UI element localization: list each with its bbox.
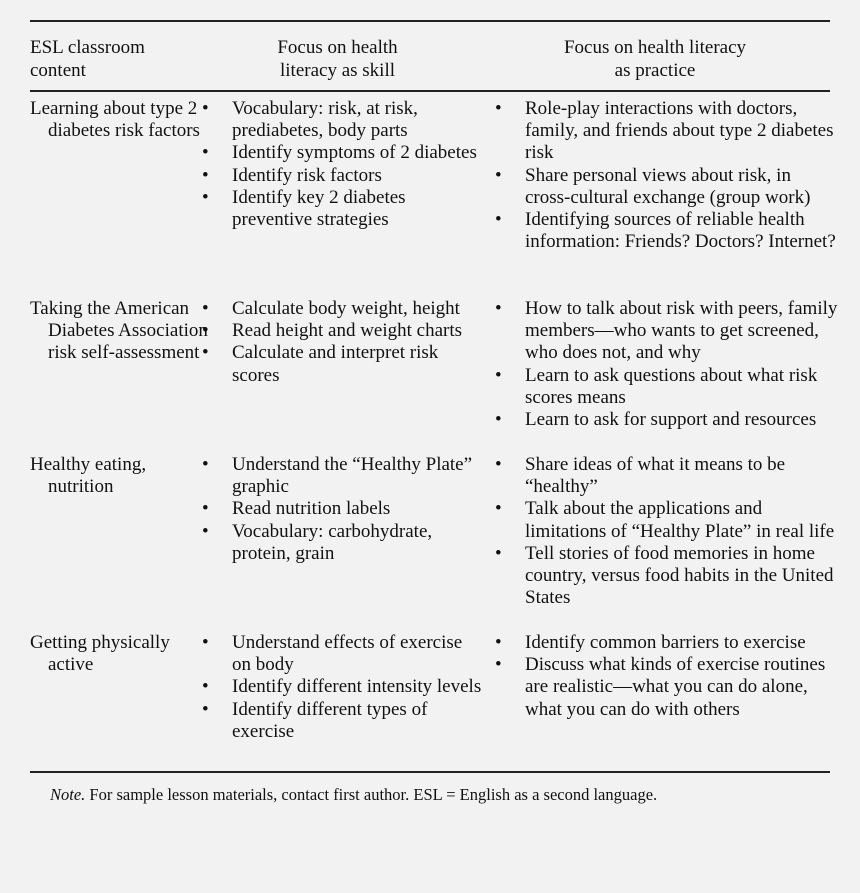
skill-list [202,632,482,743]
list-item: • Calculate and interpret risk scores [202,342,482,386]
list-item: • Read nutrition labels [202,498,482,520]
header-line: as practice [614,59,696,81]
note-text: For sample lesson materials, contact first author. ESL = English as a second language. [85,785,658,804]
practice-list [495,454,840,609]
list-item: • Role-play interactions with doctors, family, and friends about type 2 diabetes risk [495,98,840,165]
header-rule [30,90,830,92]
practice-list [495,632,840,721]
skill-list [202,454,482,565]
list-item: • Learn to ask for support and resources [495,409,840,431]
list-item: • Understand effects of exercise on body [202,632,482,676]
list-item: • Read height and weight charts [202,320,482,342]
list-item: • Identify different intensity levels [202,676,482,698]
list-item: • Learn to ask questions about what risk scores means [495,365,840,409]
list-item: • Talk about the applications and limitations of “Healthy Plate” in real life [495,498,840,542]
list-item: • Vocabulary: risk, at risk, prediabetes, body parts [202,98,482,142]
practice-list [495,98,840,253]
list-item: • Identify risk factors [202,165,482,187]
list-item: • Identify key 2 diabetes preventive strategies [202,187,482,231]
row-topic: Learning about type 2 diabetes risk factors [30,98,200,142]
list-item: • Identify different types of exercise [202,699,482,743]
skill-list [202,98,482,231]
row-topic: Healthy eating, nutrition [30,454,147,498]
list-item: • Vocabulary: carbohydrate, protein, grain [202,521,482,565]
list-item: • Understand the “Healthy Plate” graphic [202,454,482,498]
row-topic: Taking the American Diabetes Association risk self-assessment [30,298,208,364]
header-esl-content [30,37,220,82]
header-line: Focus on health literacy [563,37,747,58]
header-line: Focus on health [277,37,398,58]
header-line: literacy as skill [279,59,396,81]
list-item: • Share ideas of what it means to be “healthy” [495,454,840,498]
top-rule [30,20,830,22]
header-skill [220,37,455,82]
header-line: ESL classroom [30,37,145,58]
row-topic: Getting physically active [30,632,170,676]
table-note [50,785,657,805]
note-label: Note. [50,785,86,804]
header-practice [500,37,810,82]
list-item: • Tell stories of food memories in home country, versus food habits in the United States [495,543,840,610]
list-item: • Identify common barriers to exercise [495,632,840,654]
list-item: • Identifying sources of reliable health information: Friends? Doctors? Internet? [495,209,840,253]
list-item: • Identify symptoms of 2 diabetes [202,142,482,164]
header-line: content [30,59,86,81]
list-item: • Calculate body weight, height [202,298,482,320]
practice-list [495,298,840,431]
skill-list [202,298,482,387]
list-item: • Discuss what kinds of exercise routines are realistic—what you can do alone, what you can do with others [495,654,840,721]
list-item: • Share personal views about risk, in cross-cultural exchange (group work) [495,165,840,209]
bottom-rule [30,771,830,773]
list-item: • How to talk about risk with peers, family members—who wants to get screened, who does not, and why [495,298,840,365]
